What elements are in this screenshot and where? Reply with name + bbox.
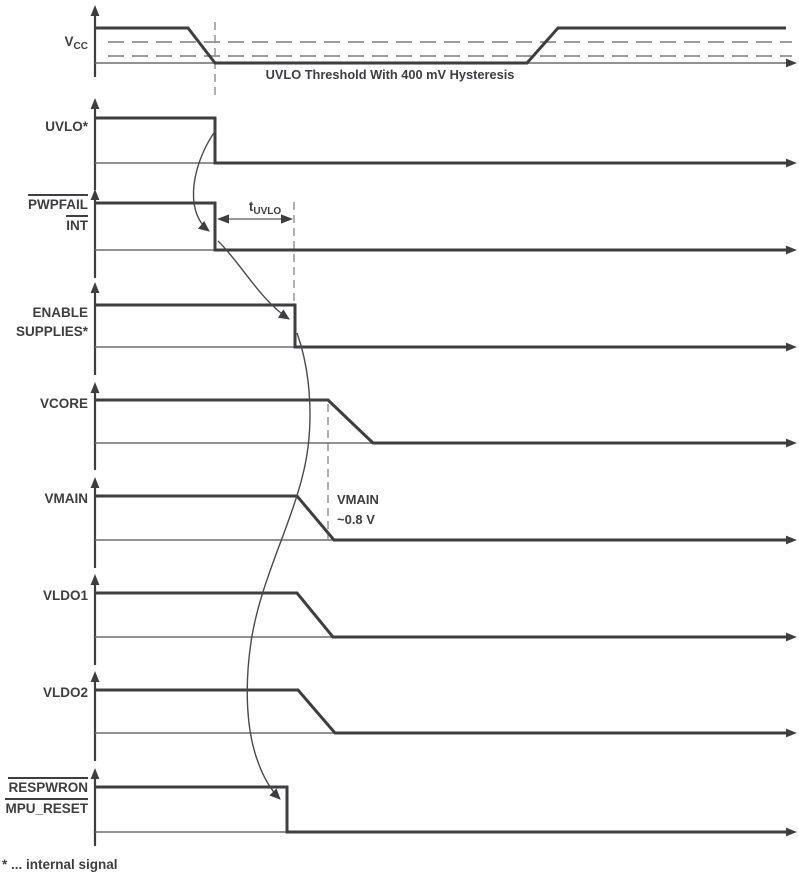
time-arrow-right-icon (786, 246, 797, 255)
label-line (16, 303, 88, 322)
axis-arrow-up-icon (91, 382, 100, 393)
tuvlo-label-sub: UVLO (253, 206, 282, 217)
label-line (5, 798, 88, 819)
signal-label-vldo2: VLDO2 (42, 685, 88, 700)
time-arrow-right-icon (786, 633, 797, 642)
arrow-left-icon (217, 214, 229, 223)
axis-arrow-up-icon (91, 189, 100, 200)
signal-label-vcore: VCORE (39, 396, 88, 411)
time-arrow-right-icon (786, 729, 797, 738)
signal-label-vmain: VMAIN (44, 491, 88, 506)
label-line (16, 322, 88, 341)
waveform-trace (95, 305, 786, 347)
signal-label-uvlo: UVLO* (45, 119, 88, 134)
waveform-trace (95, 203, 786, 250)
waveform-trace (95, 593, 786, 637)
curve-arrow-uvlo-to-pwpfail-icon (193, 130, 216, 231)
time-arrow-right-icon (786, 59, 797, 68)
time-arrow-right-icon (786, 828, 797, 837)
time-arrow-right-icon (786, 439, 797, 448)
signal-row-enable-supplies (91, 282, 797, 375)
axis-arrow-up-icon (91, 768, 100, 779)
label-text: SUPPLIES* (15, 324, 88, 339)
uvlo-threshold-caption: UVLO Threshold With 400 mV Hysteresis (265, 67, 515, 82)
signal-row-vmain (91, 477, 797, 568)
waveform-trace (95, 496, 786, 540)
curve-arrow-enable-to-respwron-icon (247, 333, 310, 799)
time-arrow-right-icon (786, 343, 797, 352)
label-text: ENABLE (32, 305, 88, 320)
vmain-0v8-annotation (337, 490, 379, 530)
axis-arrow-up-icon (91, 5, 100, 16)
signal-label-vldo1: VLDO1 (42, 588, 88, 603)
signal-label-respwron-mpu-reset (5, 777, 88, 819)
tuvlo-label (237, 199, 293, 217)
signal-row-vldo1 (91, 574, 797, 665)
signal-row-vldo2 (91, 671, 797, 761)
annotation-line: ~0.8 V (337, 512, 375, 527)
signal-label-pwpfail-int (28, 194, 88, 236)
axis-arrow-up-icon (91, 98, 100, 109)
signal-row-respwron-mpu-reset (91, 768, 797, 846)
axis-arrow-up-icon (91, 477, 100, 488)
signal-row-vcore (91, 382, 797, 470)
tuvlo-label-base: t (248, 199, 254, 214)
label-line (5, 777, 88, 798)
waveform-trace (95, 28, 786, 63)
label-line (28, 194, 88, 215)
label-line (28, 215, 88, 236)
curve-arrow-pwpfail-to-enable-icon (218, 241, 289, 319)
internal-signal-footnote: * ... internal signal (2, 857, 118, 872)
annotation-line: VMAIN (337, 492, 379, 507)
vcc-label-sub: CC (73, 41, 88, 52)
axis-arrow-up-icon (91, 574, 100, 585)
waveform-rows (91, 5, 797, 846)
time-arrow-right-icon (786, 536, 797, 545)
axis-arrow-up-icon (91, 282, 100, 293)
waveform-trace (95, 787, 786, 832)
signal-row-pwpfail-int (91, 189, 797, 278)
overlined-text: INT (66, 215, 88, 234)
overlined-text: RESPWRON (8, 777, 88, 796)
waveform-trace (95, 400, 786, 443)
axis-arrow-up-icon (91, 671, 100, 682)
waveform-trace (95, 690, 786, 733)
signal-row-uvlo (91, 98, 797, 190)
vcc-label-base: V (64, 34, 74, 49)
time-arrow-right-icon (786, 159, 797, 168)
signal-label-enable-supplies (16, 303, 88, 341)
overlined-text: PWPFAIL (28, 194, 88, 213)
waveform-trace (95, 118, 786, 163)
overlined-text: MPU_RESET (5, 798, 88, 817)
signal-label-vcc (65, 32, 88, 57)
